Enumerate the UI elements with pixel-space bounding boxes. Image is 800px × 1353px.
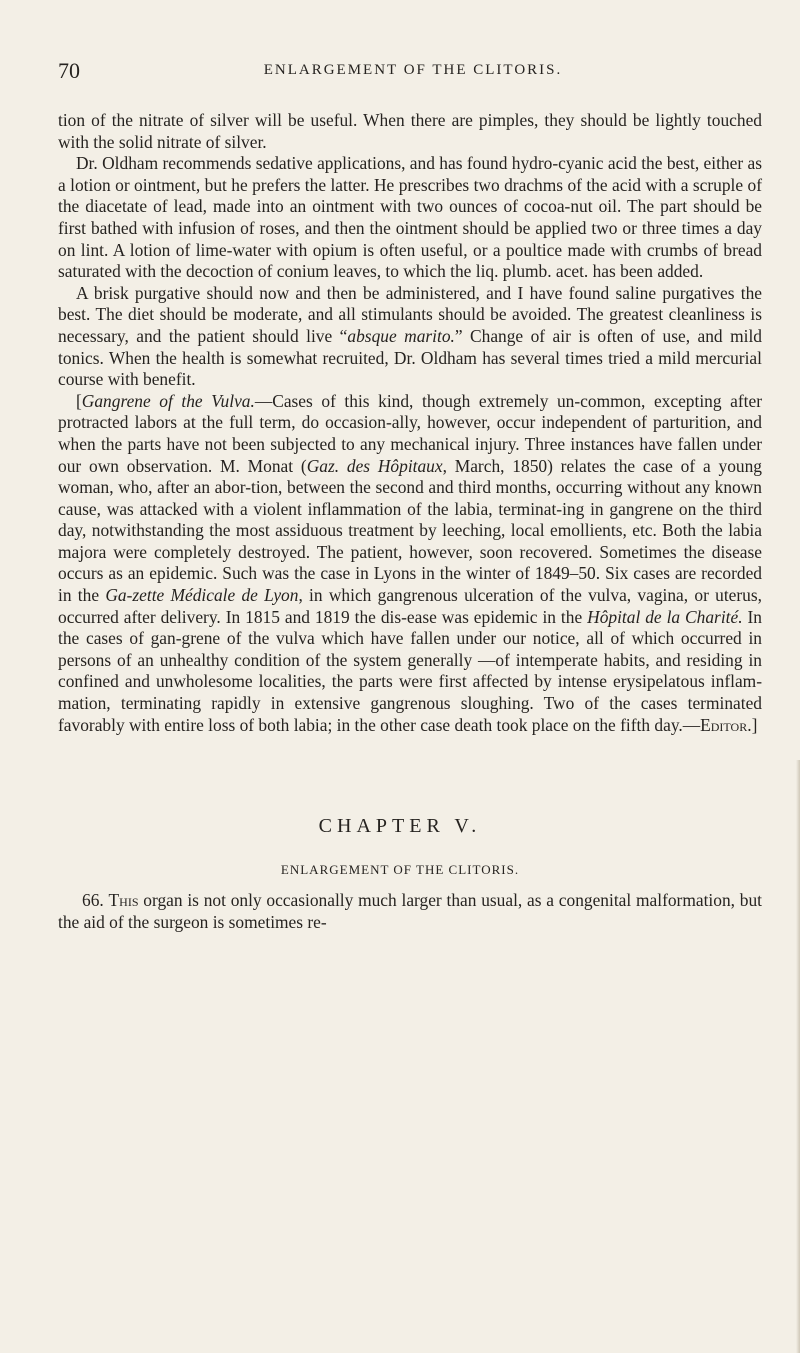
- paragraph-66: [58, 890, 762, 933]
- text-span: , in which gangrenous ulceration of the vulva, vagina, or uterus, occurred after delivery. In 1815 and 1819 the dis-ease was epidemic in the: [58, 585, 762, 627]
- paragraph-number: 66.: [82, 890, 104, 910]
- citation: Gaz. des Hôpitaux: [306, 455, 443, 476]
- text-span: In the cases of gan-grene of the vulva which have fallen under our notice, all of which occurred in persons of an unhealthy condition of the system generally —of intemperate habits, and residing in confined and unwholesome localities, the parts were first affected by intense erysipelatous inflam-mation, terminating rapidly in extensive gangrenous sloughing. Two of the cases terminated favorably with entire loss of both labia; in the other case death took place on the fifth day.—: [58, 606, 762, 735]
- citation: Hôpital de la Charité.: [587, 606, 743, 627]
- chapter-title: CHAPTER V.: [318, 815, 482, 837]
- text-span: —Cases of this kind, though extremely un-common, excepting after protracted labors at the full term, do occasion-ally, however, occur independent of parturition, and when the parts have not been subjected to any mechanical injury. Three instances have fallen under our own observation. M. Monat (: [58, 390, 762, 476]
- running-head: ENLARGEMENT OF THE CLITORIS.: [263, 62, 563, 78]
- chapter-subtitle: ENLARGEMENT OF THE CLITORIS.: [280, 862, 520, 877]
- lead-word: This: [108, 890, 139, 910]
- page-header: [58, 58, 768, 88]
- body-text: [58, 110, 762, 736]
- italic-phrase: absque marito.: [347, 325, 455, 346]
- page-number: 70: [58, 58, 80, 83]
- text-span: ” Change of air is often of use, and mild tonics. When the health is somewhat recruited, Dr. Oldham has several times tried a mild mercurial course with benefit.: [58, 325, 762, 390]
- section-title: Gangrene of the Vulva.: [81, 390, 255, 411]
- editor-signature: Editor: [700, 714, 748, 735]
- citation: Ga-zette Médicale de Lyon: [105, 585, 299, 606]
- bracket-close: .]: [747, 714, 758, 735]
- text-span: , March, 1850) relates the case of a young woman, who, after an abor-tion, between the second and third months, occurring without any known cause, was attacked with a violent inflammation of the labia, terminat-ing in gangrene on the third day, notwithstanding the most assiduous treatment by leeching, local emollients, etc. Both the labia majora were completely destroyed. The patient, however, soon recovered. Sometimes the disease occurs as an epidemic. Such was the case in Lyons in the winter of 1849–50. Six cases are recorded in the: [58, 455, 762, 606]
- paragraph-oldham: Dr. Oldham recommends sedative applications, and has found hydro-cyanic acid the best, either as a lotion or ointment, but he prefers the latter. He prescribes two drachms of the acid with a scruple of the diacetate of lead, made into an ointment with two ounces of cocoa-nut oil. The part should be first bathed with infusion of roses, and then the ointment should be applied two or three times a day on lint. A lotion of lime-water with opium is often useful, or a poultice made with crumbs of bread saturated with the decoction of conium leaves, to which the liq. plumb. acet. has been added.: [58, 153, 762, 282]
- chapter-text: [58, 890, 762, 933]
- paragraph-purgative: [58, 283, 762, 391]
- text-span: A brisk purgative should now and then be administered, and I have found saline purgatives the best. The diet should be moderate, and all stimulants should be avoided. The greatest cleanliness is necessary, and the patient should live “: [58, 282, 762, 346]
- paragraph-gangrene: [58, 391, 762, 737]
- page-edge-shadow: [796, 760, 800, 1353]
- bracket-open: [: [76, 390, 82, 411]
- paragraph-continuation: tion of the nitrate of silver will be useful. When there are pimples, they should be lightly touched with the solid nitrate of silver.: [58, 110, 762, 152]
- text-span: organ is not only occasionally much larger than usual, as a congenital malformation, but the aid of the surgeon is sometimes re-: [58, 890, 762, 932]
